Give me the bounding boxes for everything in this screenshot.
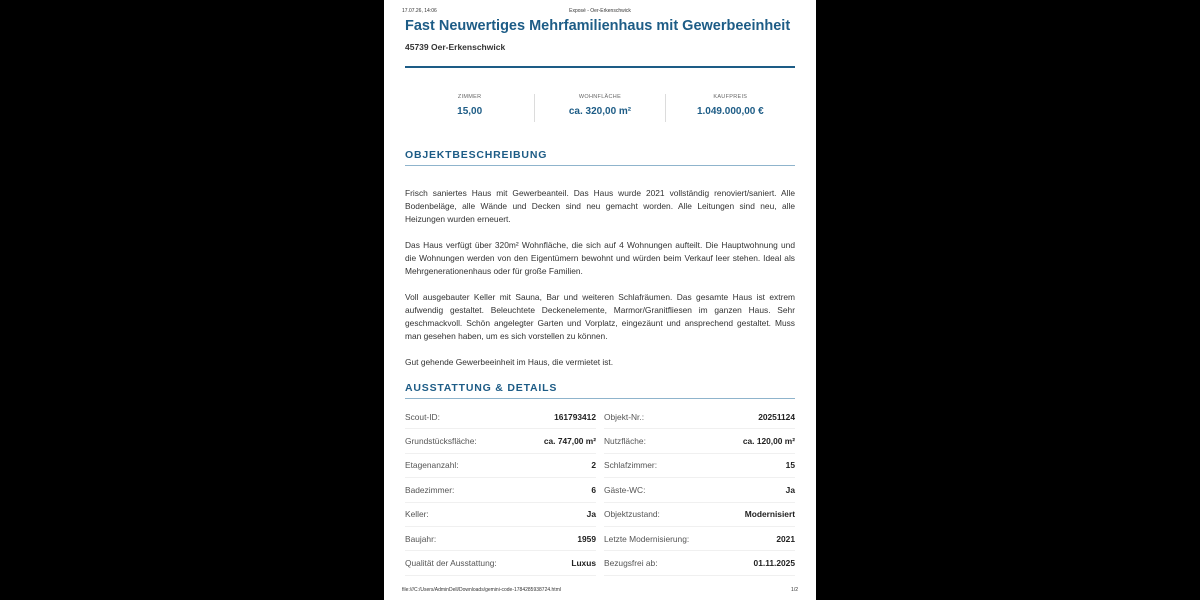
- detail-label: Scout-ID:: [405, 411, 440, 422]
- detail-label: Etagenanzahl:: [405, 460, 459, 471]
- detail-value: 2021: [776, 533, 795, 544]
- details-section: [405, 382, 795, 576]
- detail-value: 161793412: [554, 411, 596, 422]
- key-fact-rooms: [405, 94, 535, 122]
- detail-label: Letzte Modernisierung:: [604, 533, 690, 544]
- detail-label: Bezugsfrei ab:: [604, 558, 658, 569]
- description-section: [405, 149, 795, 369]
- key-fact-value: ca. 320,00 m²: [568, 106, 632, 117]
- detail-value: 2: [591, 460, 596, 471]
- document-page: [384, 0, 816, 600]
- detail-label: Baujahr:: [405, 533, 437, 544]
- key-fact-value: 15,00: [457, 106, 483, 117]
- print-file-path: file:///C:/Users/AdminDell/Downloads/gemini-code-1784285938724.html: [402, 587, 561, 593]
- detail-value: Luxus: [571, 558, 596, 569]
- print-footer: [402, 587, 798, 593]
- detail-value: Ja: [586, 509, 596, 520]
- description-paragraph: Frisch saniertes Haus mit Gewerbeanteil. Das Haus wurde 2021 vollständig renoviert/saniert. Alle Bodenbeläge, alle Wände und Decken sind neu gemacht worden. Alle Leitungen sind neu, alle Heizungen wurden erneuert.: [405, 188, 795, 224]
- detail-row: [405, 454, 596, 478]
- expose-content: [405, 17, 795, 576]
- detail-label: Keller:: [405, 509, 429, 520]
- detail-value: 20251124: [758, 411, 795, 422]
- description-heading: OBJEKTBESCHREIBUNG: [405, 149, 548, 161]
- detail-row: [405, 405, 596, 429]
- details-grid: [405, 405, 795, 576]
- detail-label: Objektzustand:: [604, 509, 660, 520]
- details-heading: AUSSTATTUNG & DETAILS: [405, 382, 558, 394]
- detail-row: [604, 551, 795, 575]
- print-header: [402, 7, 798, 15]
- detail-value: 01.11.2025: [753, 558, 795, 569]
- key-fact-label: WOHNFLÄCHE: [578, 94, 622, 100]
- section-divider: [405, 398, 795, 399]
- detail-value: Ja: [785, 484, 795, 495]
- print-page-number: 1/2: [791, 587, 798, 593]
- detail-row: [604, 454, 795, 478]
- detail-row: [405, 503, 596, 527]
- detail-label: Gäste-WC:: [604, 484, 646, 495]
- listing-location: 45739 Oer-Erkenschwick: [405, 42, 506, 52]
- key-fact-label: KAUFPREIS: [713, 94, 748, 100]
- description-paragraph: Gut gehende Gewerbeeinheit im Haus, die vermietet ist.: [405, 357, 614, 367]
- detail-value: 15: [785, 460, 795, 471]
- key-fact-living-area: [535, 94, 665, 122]
- detail-label: Objekt-Nr.:: [604, 411, 645, 422]
- section-divider: [405, 165, 795, 166]
- description-text: [405, 187, 795, 369]
- detail-value: ca. 120,00 m²: [742, 436, 795, 447]
- detail-row: [405, 478, 596, 502]
- detail-row: [604, 527, 795, 551]
- description-paragraph: Voll ausgebauter Keller mit Sauna, Bar und weiteren Schlafräumen. Das gesamte Haus ist extrem aufwendig gestaltet. Beleuchtete Deckenelemente, Marmor/Granitfliesen im ganzen Haus. Sehr geschmackvoll. Schön angelegter Garten und Vorplatz, eingezäunt und ansprechend gestaltet. Muss man gesehen haben, um es sich vorstellen zu können.: [405, 292, 795, 341]
- listing-title: Fast Neuwertiges Mehrfamilienhaus mit Gewerbeeinheit: [405, 18, 791, 34]
- detail-label: Nutzfläche:: [604, 436, 646, 447]
- detail-row: [405, 429, 596, 453]
- print-document-title: Exposé - Oer-Erkenschwick: [569, 8, 631, 14]
- detail-row: [405, 551, 596, 575]
- detail-row: [604, 478, 795, 502]
- detail-value: 1959: [577, 533, 596, 544]
- title-divider: [405, 66, 795, 68]
- detail-label: Grundstücksfläche:: [405, 436, 477, 447]
- detail-row: [604, 405, 795, 429]
- detail-label: Qualität der Ausstattung:: [405, 558, 497, 569]
- detail-row: [604, 503, 795, 527]
- detail-row: [604, 429, 795, 453]
- detail-row: [405, 527, 596, 551]
- key-facts: [405, 94, 795, 122]
- detail-label: Schlafzimmer:: [604, 460, 658, 471]
- detail-value: Modernisiert: [744, 509, 795, 520]
- detail-label: Badezimmer:: [405, 484, 455, 495]
- detail-value: 6: [591, 484, 596, 495]
- key-fact-label: ZIMMER: [457, 94, 482, 100]
- print-timestamp: 17.07.26, 14:06: [402, 8, 437, 14]
- detail-value: ca. 747,00 m²: [543, 436, 596, 447]
- description-paragraph: Das Haus verfügt über 320m² Wohnfläche, die sich auf 4 Wohnungen aufteilt. Die Hauptwohnung und die Wohnungen werden von den Eigentümern bewohnt und würden beim Verkauf leer stehen. Ideal als Mehrgenerationenhaus oder für große Familien.: [405, 240, 795, 276]
- key-fact-price: [666, 94, 795, 122]
- key-fact-value: 1.049.000,00 €: [696, 106, 764, 117]
